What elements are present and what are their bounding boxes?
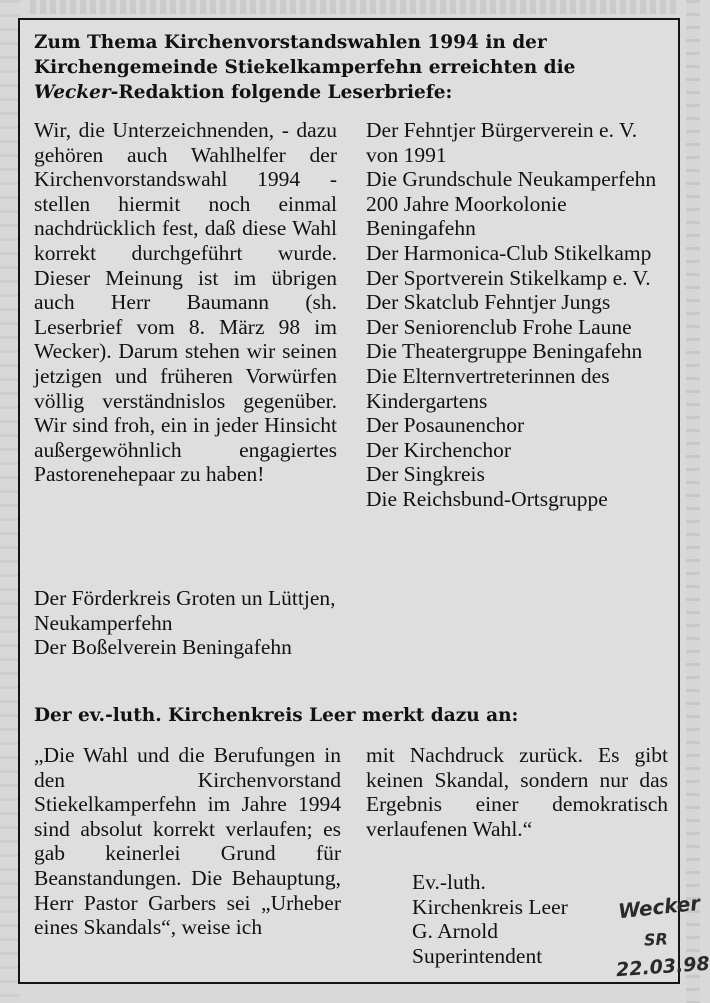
- response-quote-left: [34, 743, 341, 940]
- signer-item: Der Skatclub Fehntjer Jungs: [366, 290, 611, 315]
- signer-item: Der Fehntjer Bürgerverein e. V. von 1991: [366, 118, 638, 167]
- letter-text: Wir, die Unterzeichnenden, - dazu gehören auch Wahlhelfer der Kirchenvorstandswahl 1994 - stellen hiermit noch einmal nachdrücklich fest, daß diese Wahl korrekt durchgeführt wurde. Dieser Meinung ist im übrigen auch Herr Baumann (sh. Leserbrief vom 8. März 98 im Wecker). Darum stehen wir seinen jetzigen und früheren Vorwürfen völlig verständnislos gegenüber. Wir sind froh, ein in jeder Hinsicht außergewöhnlich engagiertes Pastorenehepaar zu haben!: [34, 118, 337, 487]
- signer-item: Der Förderkreis Groten un Lüttjen, Neukamperfehn: [34, 586, 336, 635]
- article-box: [18, 18, 710, 984]
- handwritten-source-note: Wecker: [616, 890, 702, 924]
- signer-item: Der Sportverein Stikelkamp e. V.: [366, 265, 651, 290]
- adjacent-column-bleed-right: [686, 0, 700, 1003]
- heading-prefix: Zum Thema Kirchenvorstandswahlen 1994 in der Kirchengemeinde Stiekelkamperfehn erreichten die: [34, 32, 576, 78]
- handwritten-initials: SR: [643, 929, 669, 950]
- signer-item: Die Theatergruppe Beningafehn: [366, 339, 643, 364]
- adjacent-column-bleed-top: [30, 0, 680, 14]
- signature-line: Ev.-luth.: [412, 870, 486, 894]
- response-heading: Der ev.-luth. Kirchenkreis Leer merkt dazu an:: [34, 705, 519, 726]
- signer-item: Die Reichsbund-Ortsgruppe: [366, 486, 608, 511]
- signers-right-column: [366, 118, 668, 512]
- article-heading: [34, 30, 666, 105]
- heading-suffix: -Redaktion folgende Leserbriefe:: [110, 82, 453, 103]
- adjacent-column-bleed-left: [0, 0, 20, 1003]
- signer-item: Die Elternvertreterinnen des Kindergartens: [366, 363, 610, 413]
- letter-body: [34, 118, 337, 487]
- signer-item: 200 Jahre Moorkolonie Beningafehn: [366, 191, 567, 241]
- signer-item: Die Grundschule Neukamperfehn: [366, 167, 657, 192]
- signers-left-column: [34, 586, 337, 660]
- signer-item: Der Boßelverein Beningafehn: [34, 635, 292, 660]
- quote-text: mit Nachdruck zurück. Es gibt keinen Skandal, sondern nur das Ergebnis einer demokratisch verlaufenen Wahl.“: [366, 743, 668, 841]
- signature-line: Superintendent: [412, 943, 543, 968]
- response-quote-right: [366, 743, 668, 841]
- signer-item: Der Singkreis: [366, 462, 485, 487]
- signer-item: Der Posaunenchor: [366, 413, 525, 438]
- signer-item: Der Seniorenclub Frohe Laune: [366, 314, 632, 339]
- quote-text: „Die Wahl und die Berufungen in den Kirchenvorstand Stiekelkamperfehn im Jahre 1994 sind absolut korrekt verlaufen; es gab keinerlei Grund für Beanstandungen. Die Behauptung, Herr Pastor Garbers sei „Urheber eines Skandals“, weise ich: [34, 743, 341, 940]
- signature-line: G. Arnold: [412, 919, 498, 944]
- heading-newspaper-name: Wecker: [34, 82, 111, 103]
- signature-line: Kirchenkreis Leer: [412, 894, 568, 919]
- handwritten-date: 22.03.98: [615, 952, 710, 982]
- signer-item: Der Kirchenchor: [366, 437, 512, 462]
- response-signature: [412, 870, 652, 968]
- signer-item: Der Harmonica-Club Stikelkamp: [366, 240, 652, 265]
